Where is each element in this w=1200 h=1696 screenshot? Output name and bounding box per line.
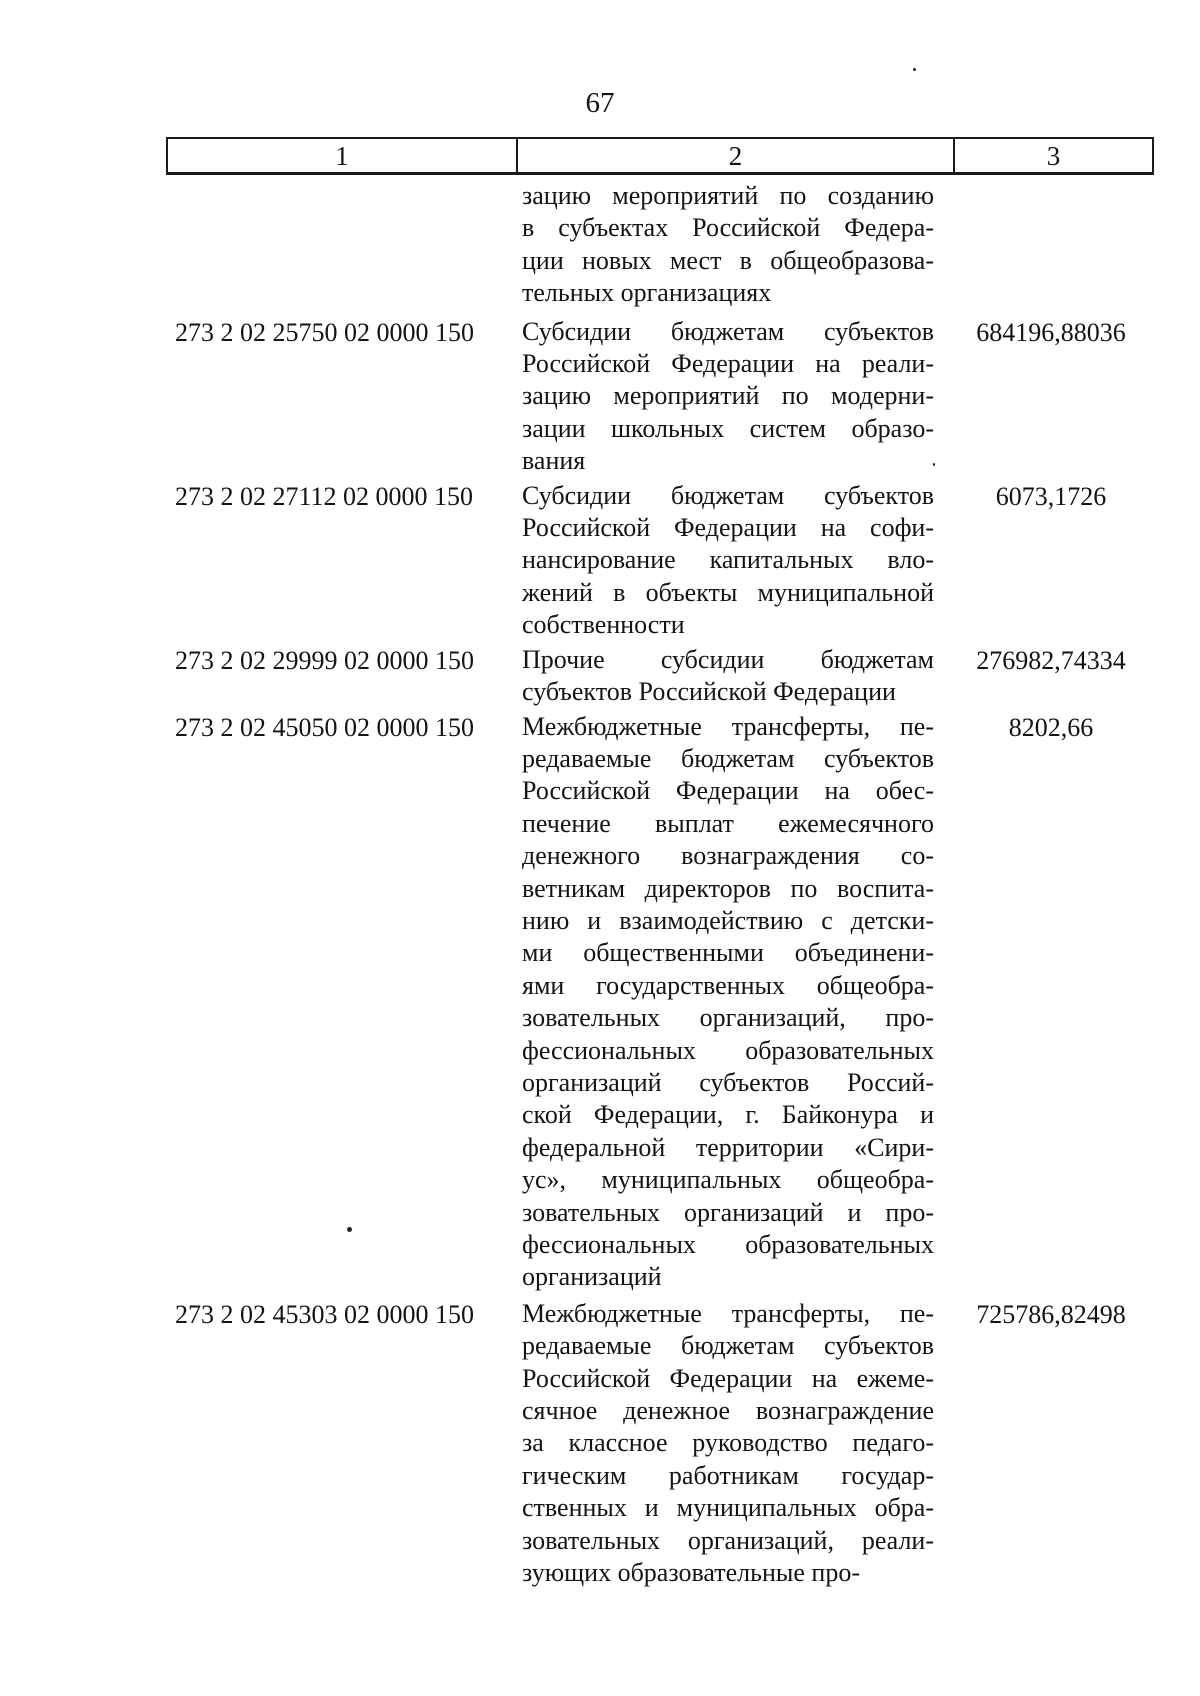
- description-line: ции новых мест в общеобразова-: [522, 245, 934, 275]
- budget-code: 273 2 02 29999 02 0000 150: [175, 645, 474, 675]
- description-line: зующих образовательные про-: [522, 1558, 860, 1588]
- description-line: ми общественными объединени-: [522, 938, 934, 968]
- revenue-description: [514, 316, 934, 478]
- amount: 684196,88036: [976, 317, 1126, 347]
- description-line: субъектов Российской Федерации: [522, 677, 896, 707]
- amount: [934, 180, 1154, 181]
- description-line: Межбюджетные трансферты, пе-: [522, 711, 934, 741]
- amount: 8202,66: [1008, 712, 1094, 742]
- description-line: ветникам директоров по воспита-: [522, 873, 934, 903]
- budget-code: 273 2 02 27112 02 0000 150: [175, 481, 474, 511]
- header-column-1: 1: [335, 141, 349, 171]
- revenue-description: [514, 480, 934, 642]
- description-line: Субсидии бюджетам субъектов: [522, 480, 934, 510]
- description-line: Российской Федерации на софи-: [522, 513, 934, 543]
- page-number: 67: [585, 87, 615, 119]
- description-line: зовательных организаций, про-: [522, 1003, 934, 1033]
- revenue-description: [514, 711, 934, 1294]
- description-line: тельных организациях: [522, 278, 772, 308]
- description-line: Российской Федерации на ежеме-: [522, 1363, 934, 1393]
- description-line: ской Федерации, г. Байконура и: [522, 1100, 934, 1130]
- budget-code: [166, 180, 514, 181]
- description-line: фессиональных образовательных: [522, 1230, 934, 1259]
- budget-code: 273 2 02 45303 02 0000 150: [175, 1299, 474, 1329]
- header-column-2: 2: [516, 139, 953, 172]
- description-line: сячное денежное вознаграждение: [522, 1396, 934, 1426]
- description-line: фессиональных образовательных: [522, 1035, 934, 1065]
- description-line: денежного вознаграждения со-: [522, 841, 934, 871]
- table-row: [166, 644, 1154, 709]
- description-line: зовательных организаций и про-: [522, 1197, 934, 1227]
- revenue-description: [514, 644, 934, 709]
- description-line: печение выплат ежемесячного: [522, 808, 934, 838]
- description-line: за классное руководство педаго-: [522, 1428, 934, 1458]
- budget-code: 273 2 02 25750 02 0000 150: [175, 317, 474, 347]
- description-line: зовательных организаций, реали-: [522, 1525, 934, 1555]
- amount: 725786,82498: [976, 1299, 1126, 1329]
- table-row: [166, 711, 1154, 1294]
- description-line: организаций субъектов Россий-: [522, 1067, 934, 1097]
- description-line: собственности: [522, 610, 685, 640]
- description-line: Субсидии бюджетам субъектов: [522, 316, 934, 346]
- budget-code: 273 2 02 45050 02 0000 150: [175, 712, 474, 742]
- table-row: [166, 1298, 1154, 1590]
- scan-speck: [913, 68, 916, 71]
- description-line: вания: [522, 446, 586, 476]
- description-line: ями государственных общеобра-: [522, 970, 934, 1000]
- description-line: зацию мероприятий по модерни-: [522, 381, 934, 411]
- description-line: Российской Федерации на реали-: [522, 349, 934, 379]
- description-line: в субъектах Российской Федера-: [522, 213, 934, 243]
- revenue-description: [514, 1298, 934, 1590]
- amount: 6073,1726: [995, 481, 1107, 511]
- table-header: [166, 137, 1154, 175]
- description-line: нию и взаимодействию с детски-: [522, 905, 934, 935]
- description-line: жений в объекты муниципальной: [522, 577, 934, 607]
- description-line: Прочие субсидии бюджетам: [522, 644, 934, 674]
- description-line: зацию мероприятий по созданию: [522, 181, 934, 210]
- description-line: редаваемые бюджетам субъектов: [522, 1331, 934, 1361]
- description-line: редаваемые бюджетам субъектов: [522, 743, 934, 773]
- description-line: Межбюджетные трансферты, пе-: [522, 1298, 934, 1328]
- description-line: гическим работникам государ-: [522, 1460, 934, 1490]
- description-line: ственных и муниципальных обра-: [522, 1493, 934, 1523]
- description-line: федеральной территории «Сири-: [522, 1132, 934, 1162]
- revenue-description: [514, 180, 934, 310]
- description-line: зации школьных систем образо-: [522, 413, 934, 443]
- table-body: [166, 180, 1154, 1589]
- amount: 276982,74334: [976, 645, 1126, 675]
- description-line: Российской Федерации на обес-: [522, 776, 934, 806]
- table-row: [166, 480, 1154, 642]
- table-row: [166, 180, 1154, 310]
- description-line: нансирование капитальных вло-: [522, 545, 934, 575]
- description-line: организаций: [522, 1262, 662, 1292]
- description-line: ус», муниципальных общеобра-: [522, 1165, 934, 1195]
- table-row: [166, 316, 1154, 478]
- header-column-3: 3: [953, 139, 1152, 172]
